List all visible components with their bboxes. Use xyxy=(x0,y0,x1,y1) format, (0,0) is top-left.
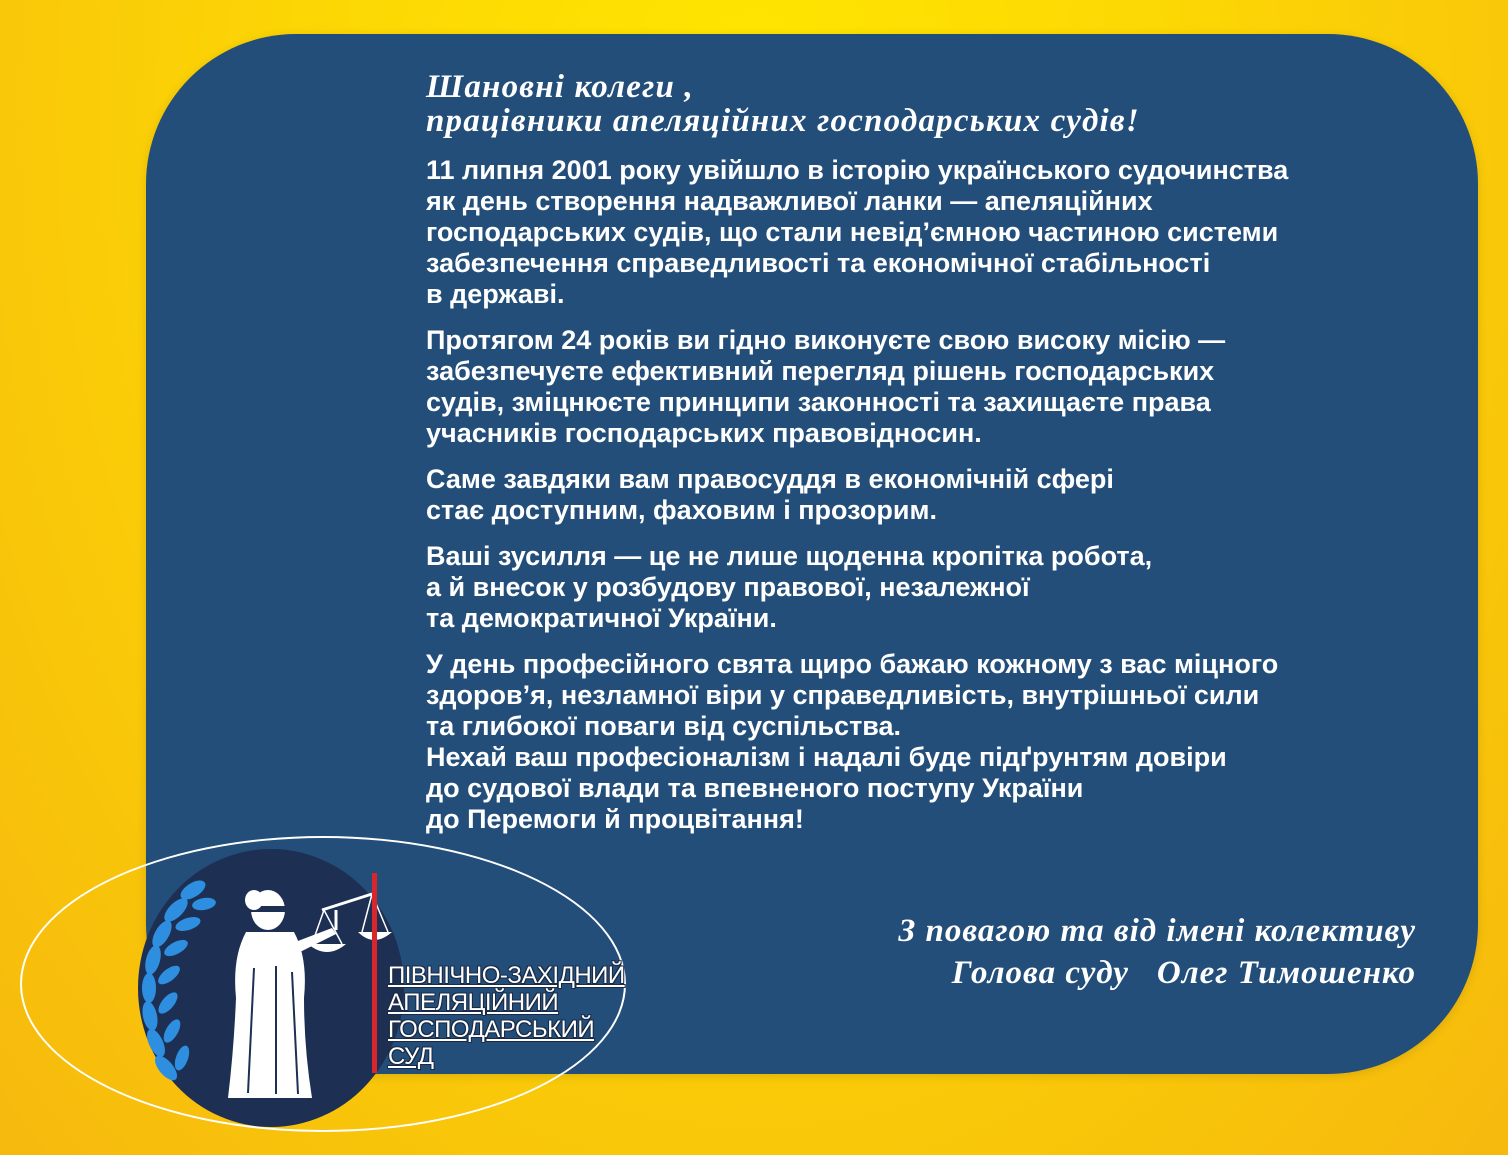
text-line: господарських судів, що стали невід’ємною частиною системи xyxy=(426,217,1279,247)
text-line: Протягом 24 років ви гідно виконуєте свою високу місію — xyxy=(426,325,1226,355)
court-name-line: ГОСПОДАРСЬКИЙ xyxy=(388,1016,595,1043)
signature-line-1: З повагою та від імені колективу xyxy=(898,913,1416,949)
text-line: У день професійного свята щиро бажаю кожному з вас міцного xyxy=(426,649,1279,679)
text-line: в державі. xyxy=(426,279,565,309)
text-line: 11 липня 2001 року увійшло в історію українського судочинства xyxy=(426,155,1289,185)
greeting-heading xyxy=(426,70,1426,138)
emblem-red-bar xyxy=(372,873,377,1073)
text-line: здоров’я, незламної віри у справедливість, внутрішньої сили xyxy=(426,680,1260,710)
text-line: як день створення надважливої ланки — апеляційних xyxy=(426,186,1153,216)
text-line: до Перемоги й процвітання! xyxy=(426,804,804,834)
paragraph-4 xyxy=(426,541,1446,634)
text-line: судів, зміцнюєте принципи законності та захищаєте права xyxy=(426,387,1211,417)
paragraph-3 xyxy=(426,464,1446,526)
greeting-line-2: працівники апеляційних господарських судів! xyxy=(426,103,1140,139)
text-line: та демократичної України. xyxy=(426,603,777,633)
text-line: забезпечуєте ефективний перегляд рішень господарських xyxy=(426,356,1215,386)
greeting-line-1: Шановні колеги , xyxy=(426,69,694,105)
court-emblem xyxy=(136,848,406,1128)
text-line: та глибокої поваги від суспільства. xyxy=(426,711,902,741)
text-line: до судової влади та впевненого поступу України xyxy=(426,773,1084,803)
signature-title: Голова суду xyxy=(951,955,1129,991)
signature-name: Олег Тимошенко xyxy=(1156,955,1416,991)
paragraph-2 xyxy=(426,325,1446,449)
text-line: а й внесок у розбудову правової, незалежної xyxy=(426,572,1030,602)
signature-block xyxy=(899,910,1416,994)
text-line: стає доступним, фаховим і прозорим. xyxy=(426,495,937,525)
court-name xyxy=(388,962,625,1070)
text-line: Саме завдяки вам правосуддя в економічній сфері xyxy=(426,464,1114,494)
paragraph-1 xyxy=(426,155,1446,310)
paragraph-5 xyxy=(426,649,1446,835)
court-name-line: СУД xyxy=(388,1043,434,1070)
message-body xyxy=(426,155,1446,850)
text-line: учасників господарських правовідносин. xyxy=(426,418,982,448)
text-line: Ваші зусилля — це не лише щоденна кропітка робота, xyxy=(426,541,1153,571)
court-name-line: ПІВНІЧНО-ЗАХІДНИЙ xyxy=(388,962,625,989)
court-name-line: АПЕЛЯЦІЙНИЙ xyxy=(388,989,559,1016)
text-line: Нехай ваш професіоналізм і надалі буде підґрунтям довіри xyxy=(426,742,1227,772)
signature-line-2 xyxy=(899,952,1416,994)
text-line: забезпечення справедливості та економічної стабільності xyxy=(426,248,1211,278)
